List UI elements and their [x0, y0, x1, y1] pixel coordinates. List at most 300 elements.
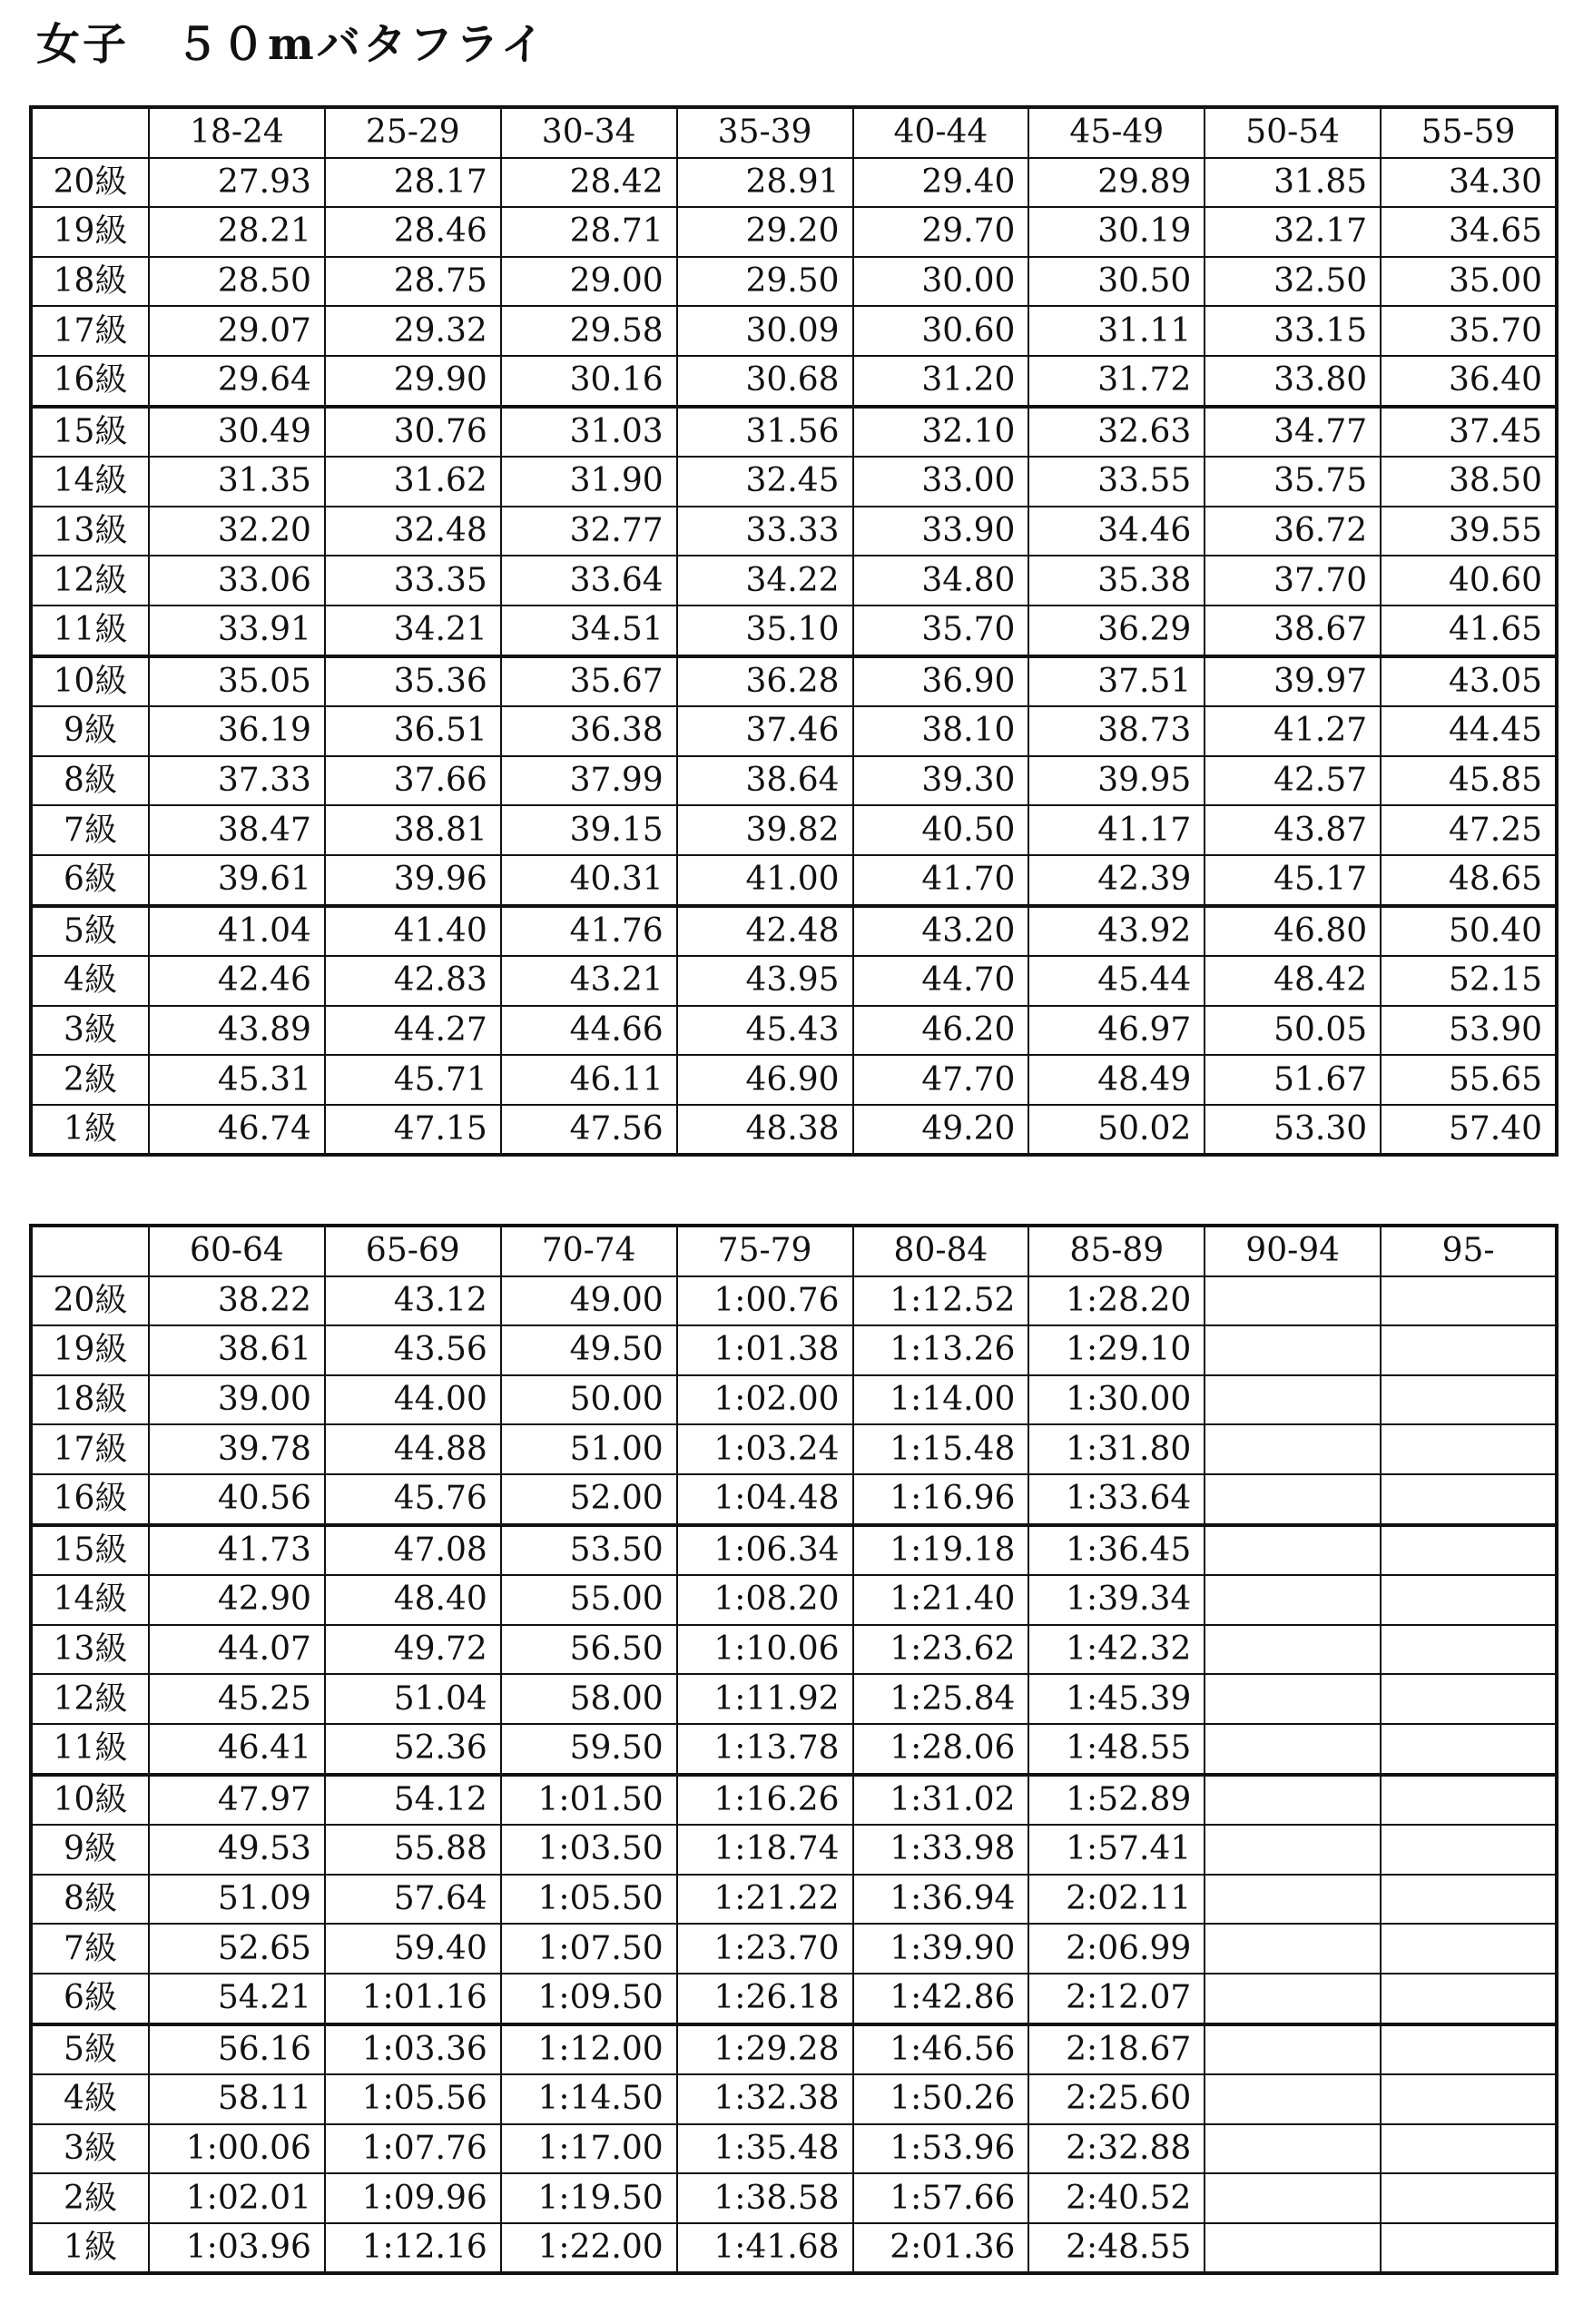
time-cell: 34.21 — [325, 606, 501, 656]
time-cell: 1:00.06 — [149, 2124, 325, 2174]
time-cell: 29.50 — [677, 257, 853, 307]
time-cell: 1:08.20 — [677, 1575, 853, 1625]
time-cell: 31.90 — [501, 457, 677, 507]
time-cell: 59.40 — [325, 1924, 501, 1974]
time-cell: 42.46 — [149, 956, 325, 1006]
time-cell: 31.35 — [149, 457, 325, 507]
age-group-header: 35-39 — [677, 107, 853, 158]
time-cell: 39.97 — [1205, 656, 1381, 707]
time-cell: 28.75 — [325, 257, 501, 307]
time-cell: 29.89 — [1028, 158, 1205, 208]
time-cell: 1:42.86 — [853, 1974, 1029, 2024]
time-cell — [1205, 1575, 1381, 1625]
table-row — [31, 1424, 1557, 1474]
time-cell: 41.27 — [1205, 706, 1381, 756]
time-cell: 59.50 — [501, 1724, 677, 1775]
grade-label: 19級 — [31, 207, 149, 257]
time-cell: 1:04.48 — [677, 1474, 853, 1525]
age-group-header: 65-69 — [325, 1226, 501, 1276]
table-row — [31, 507, 1557, 556]
time-cell: 47.25 — [1381, 805, 1557, 855]
grade-label: 10級 — [31, 1775, 149, 1826]
time-cell: 1:50.26 — [853, 2074, 1029, 2124]
time-cell: 29.20 — [677, 207, 853, 257]
table-row — [31, 1775, 1557, 1826]
time-cell: 38.64 — [677, 756, 853, 806]
time-cell: 1:17.00 — [501, 2124, 677, 2174]
time-cell: 36.90 — [853, 656, 1029, 707]
time-cell: 57.40 — [1381, 1105, 1557, 1156]
time-cell — [1381, 1424, 1557, 1474]
time-cell: 32.77 — [501, 507, 677, 556]
time-cell: 1:12.00 — [501, 2024, 677, 2075]
time-cell: 28.91 — [677, 158, 853, 208]
time-cell: 54.12 — [325, 1775, 501, 1826]
time-cell: 39.95 — [1028, 756, 1205, 806]
time-cell: 39.30 — [853, 756, 1029, 806]
time-cell: 31.20 — [853, 356, 1029, 407]
time-cell: 35.67 — [501, 656, 677, 707]
time-cell: 47.15 — [325, 1105, 501, 1156]
age-group-header: 85-89 — [1028, 1226, 1205, 1276]
time-cell: 51.67 — [1205, 1055, 1381, 1105]
time-cell: 1:02.01 — [149, 2173, 325, 2223]
time-cell: 48.65 — [1381, 855, 1557, 906]
time-cell: 35.38 — [1028, 556, 1205, 606]
time-cell: 43.89 — [149, 1006, 325, 1056]
time-cell: 51.09 — [149, 1875, 325, 1925]
time-cell: 49.00 — [501, 1276, 677, 1326]
time-cell — [1381, 2124, 1557, 2174]
age-group-header: 50-54 — [1205, 107, 1381, 158]
time-cell: 52.15 — [1381, 956, 1557, 1006]
time-cell: 28.17 — [325, 158, 501, 208]
time-cell: 34.77 — [1205, 407, 1381, 458]
table-row — [31, 1625, 1557, 1675]
time-cell: 45.17 — [1205, 855, 1381, 906]
time-cell: 1:41.68 — [677, 2223, 853, 2274]
time-cell — [1205, 2074, 1381, 2124]
table-row — [31, 805, 1557, 855]
grade-label: 18級 — [31, 1375, 149, 1425]
table-row — [31, 1575, 1557, 1625]
time-cell: 29.70 — [853, 207, 1029, 257]
table-row — [31, 1974, 1557, 2024]
time-cell — [1381, 1525, 1557, 1576]
time-cell: 34.30 — [1381, 158, 1557, 208]
age-group-header: 45-49 — [1028, 107, 1205, 158]
time-cell — [1381, 1875, 1557, 1925]
time-cell: 33.35 — [325, 556, 501, 606]
time-cell — [1381, 1276, 1557, 1326]
grade-label: 7級 — [31, 1924, 149, 1974]
time-cell: 1:39.90 — [853, 1924, 1029, 1974]
time-cell — [1381, 2173, 1557, 2223]
time-cell: 36.19 — [149, 706, 325, 756]
time-cell — [1381, 1825, 1557, 1875]
grade-label: 1級 — [31, 2223, 149, 2274]
time-cell: 1:01.38 — [677, 1325, 853, 1375]
grade-label: 10級 — [31, 656, 149, 707]
time-cell: 43.12 — [325, 1276, 501, 1326]
time-cell: 1:38.58 — [677, 2173, 853, 2223]
time-cell: 36.72 — [1205, 507, 1381, 556]
time-cell: 31.85 — [1205, 158, 1381, 208]
time-cell: 39.55 — [1381, 507, 1557, 556]
time-cell: 1:31.80 — [1028, 1424, 1205, 1474]
age-group-header: 18-24 — [149, 107, 325, 158]
time-cell: 29.64 — [149, 356, 325, 407]
time-cell: 30.09 — [677, 306, 853, 356]
time-cell: 43.56 — [325, 1325, 501, 1375]
time-cell: 38.81 — [325, 805, 501, 855]
time-cell: 35.75 — [1205, 457, 1381, 507]
time-cell: 49.72 — [325, 1625, 501, 1675]
time-cell — [1205, 2223, 1381, 2274]
time-cell — [1205, 1424, 1381, 1474]
time-cell: 32.48 — [325, 507, 501, 556]
time-cell: 1:45.39 — [1028, 1674, 1205, 1724]
time-cell: 39.15 — [501, 805, 677, 855]
time-cell: 31.72 — [1028, 356, 1205, 407]
time-cell: 38.10 — [853, 706, 1029, 756]
time-cell: 50.40 — [1381, 906, 1557, 957]
time-cell: 36.51 — [325, 706, 501, 756]
time-cell: 1:06.34 — [677, 1525, 853, 1576]
time-cell: 1:23.70 — [677, 1924, 853, 1974]
grade-label: 12級 — [31, 1674, 149, 1724]
time-cell: 41.70 — [853, 855, 1029, 906]
grade-label: 9級 — [31, 1825, 149, 1875]
table-row — [31, 656, 1557, 707]
grade-label: 19級 — [31, 1325, 149, 1375]
time-cell: 1:39.34 — [1028, 1575, 1205, 1625]
time-cell: 27.93 — [149, 158, 325, 208]
grade-label: 17級 — [31, 306, 149, 356]
time-cell: 53.90 — [1381, 1006, 1557, 1056]
time-cell: 29.40 — [853, 158, 1029, 208]
grade-label: 9級 — [31, 706, 149, 756]
time-cell: 2:02.11 — [1028, 1875, 1205, 1925]
time-cell: 52.65 — [149, 1924, 325, 1974]
time-cell: 1:02.00 — [677, 1375, 853, 1425]
time-cell — [1205, 1724, 1381, 1775]
time-cell — [1381, 1375, 1557, 1425]
time-cell: 47.56 — [501, 1105, 677, 1156]
time-cell: 43.87 — [1205, 805, 1381, 855]
time-cell: 2:40.52 — [1028, 2173, 1205, 2223]
grade-label: 6級 — [31, 1974, 149, 2024]
corner-cell — [31, 107, 149, 158]
time-cell: 55.00 — [501, 1575, 677, 1625]
time-cell: 45.85 — [1381, 756, 1557, 806]
table-row — [31, 1674, 1557, 1724]
grade-label: 14級 — [31, 1575, 149, 1625]
time-cell: 1:22.00 — [501, 2223, 677, 2274]
time-cell: 55.65 — [1381, 1055, 1557, 1105]
time-cell: 39.82 — [677, 805, 853, 855]
grade-label: 5級 — [31, 906, 149, 957]
grade-label: 13級 — [31, 1625, 149, 1675]
table-row — [31, 2173, 1557, 2223]
time-cell: 45.71 — [325, 1055, 501, 1105]
time-cell: 1:53.96 — [853, 2124, 1029, 2174]
time-cell: 32.17 — [1205, 207, 1381, 257]
time-cell: 1:16.26 — [677, 1775, 853, 1826]
time-cell: 28.46 — [325, 207, 501, 257]
time-cell: 30.68 — [677, 356, 853, 407]
grade-table-ages-60-plus — [29, 1224, 1559, 2275]
time-cell: 40.50 — [853, 805, 1029, 855]
time-cell: 1:12.16 — [325, 2223, 501, 2274]
table-row — [31, 207, 1557, 257]
time-cell: 36.40 — [1381, 356, 1557, 407]
time-cell: 40.56 — [149, 1474, 325, 1525]
time-cell: 1:33.98 — [853, 1825, 1029, 1875]
time-cell: 1:30.00 — [1028, 1375, 1205, 1425]
time-cell: 46.97 — [1028, 1006, 1205, 1056]
table-row — [31, 2223, 1557, 2274]
time-cell: 39.61 — [149, 855, 325, 906]
time-cell: 1:16.96 — [853, 1474, 1029, 1525]
time-cell — [1205, 2024, 1381, 2075]
time-cell: 29.58 — [501, 306, 677, 356]
grade-label: 4級 — [31, 2074, 149, 2124]
table-row — [31, 1924, 1557, 1974]
table-row — [31, 1105, 1557, 1156]
age-group-header: 25-29 — [325, 107, 501, 158]
time-cell: 39.00 — [149, 1375, 325, 1425]
time-cell: 50.05 — [1205, 1006, 1381, 1056]
time-cell: 35.05 — [149, 656, 325, 707]
page-title: 女子 ５０mバタフライ — [36, 19, 547, 70]
time-cell: 58.00 — [501, 1674, 677, 1724]
time-cell: 30.49 — [149, 407, 325, 458]
time-cell: 44.45 — [1381, 706, 1557, 756]
time-cell: 45.25 — [149, 1674, 325, 1724]
time-cell: 42.48 — [677, 906, 853, 957]
time-cell: 37.33 — [149, 756, 325, 806]
time-cell: 44.70 — [853, 956, 1029, 1006]
grade-label: 16級 — [31, 1474, 149, 1525]
time-cell: 34.80 — [853, 556, 1029, 606]
time-cell: 1:18.74 — [677, 1825, 853, 1875]
age-group-header: 75-79 — [677, 1226, 853, 1276]
grade-label: 11級 — [31, 1724, 149, 1775]
time-cell: 31.03 — [501, 407, 677, 458]
grade-label: 7級 — [31, 805, 149, 855]
time-cell: 29.32 — [325, 306, 501, 356]
time-cell: 1:25.84 — [853, 1674, 1029, 1724]
time-cell: 49.20 — [853, 1105, 1029, 1156]
time-cell: 1:09.50 — [501, 1974, 677, 2024]
age-group-header: 30-34 — [501, 107, 677, 158]
time-cell: 35.70 — [853, 606, 1029, 656]
time-cell: 1:07.76 — [325, 2124, 501, 2174]
age-group-header: 60-64 — [149, 1226, 325, 1276]
time-cell — [1381, 1625, 1557, 1675]
time-cell: 42.39 — [1028, 855, 1205, 906]
grade-label: 15級 — [31, 1525, 149, 1576]
time-cell: 1:21.40 — [853, 1575, 1029, 1625]
time-cell: 40.31 — [501, 855, 677, 906]
time-cell: 39.78 — [149, 1424, 325, 1474]
time-cell: 33.64 — [501, 556, 677, 606]
grade-label: 18級 — [31, 257, 149, 307]
time-cell: 2:01.36 — [853, 2223, 1029, 2274]
time-cell: 1:19.50 — [501, 2173, 677, 2223]
time-cell: 30.60 — [853, 306, 1029, 356]
time-cell: 1:36.45 — [1028, 1525, 1205, 1576]
table-row — [31, 306, 1557, 356]
table-row — [31, 556, 1557, 606]
table-row — [31, 257, 1557, 307]
table-row — [31, 1525, 1557, 1576]
age-group-header: 90-94 — [1205, 1226, 1381, 1276]
time-cell: 35.70 — [1381, 306, 1557, 356]
table-row — [31, 706, 1557, 756]
time-cell: 1:32.38 — [677, 2074, 853, 2124]
time-cell: 33.00 — [853, 457, 1029, 507]
time-cell — [1205, 1825, 1381, 1875]
grade-label: 15級 — [31, 407, 149, 458]
time-cell: 43.20 — [853, 906, 1029, 957]
time-cell: 1:03.24 — [677, 1424, 853, 1474]
time-cell: 55.88 — [325, 1825, 501, 1875]
time-cell: 32.63 — [1028, 407, 1205, 458]
time-cell: 37.51 — [1028, 656, 1205, 707]
time-cell: 38.22 — [149, 1276, 325, 1326]
time-cell — [1205, 2173, 1381, 2223]
time-cell: 1:03.50 — [501, 1825, 677, 1875]
time-cell: 35.36 — [325, 656, 501, 707]
table-row — [31, 1825, 1557, 1875]
time-cell: 34.65 — [1381, 207, 1557, 257]
time-cell: 42.90 — [149, 1575, 325, 1625]
time-cell: 49.53 — [149, 1825, 325, 1875]
time-cell: 41.76 — [501, 906, 677, 957]
grade-label: 12級 — [31, 556, 149, 606]
time-cell: 46.11 — [501, 1055, 677, 1105]
time-cell: 43.05 — [1381, 656, 1557, 707]
table-row — [31, 1875, 1557, 1925]
grade-label: 8級 — [31, 756, 149, 806]
time-cell: 1:46.56 — [853, 2024, 1029, 2075]
grade-label: 4級 — [31, 956, 149, 1006]
time-cell: 39.96 — [325, 855, 501, 906]
age-group-header: 95- — [1381, 1226, 1557, 1276]
time-cell: 58.11 — [149, 2074, 325, 2124]
time-cell: 1:42.32 — [1028, 1625, 1205, 1675]
time-cell: 30.00 — [853, 257, 1029, 307]
time-cell: 47.97 — [149, 1775, 325, 1826]
time-cell: 51.00 — [501, 1424, 677, 1474]
time-cell — [1205, 2124, 1381, 2174]
time-cell — [1381, 1974, 1557, 2024]
time-cell: 52.36 — [325, 1724, 501, 1775]
time-cell: 35.10 — [677, 606, 853, 656]
time-cell: 29.00 — [501, 257, 677, 307]
time-cell: 32.10 — [853, 407, 1029, 458]
time-cell: 44.07 — [149, 1625, 325, 1675]
time-cell: 48.40 — [325, 1575, 501, 1625]
time-cell: 1:28.20 — [1028, 1276, 1205, 1326]
table-row — [31, 956, 1557, 1006]
age-group-header: 55-59 — [1381, 107, 1557, 158]
time-cell: 44.27 — [325, 1006, 501, 1056]
time-cell — [1381, 1724, 1557, 1775]
grade-label: 13級 — [31, 507, 149, 556]
time-cell — [1381, 1325, 1557, 1375]
time-cell: 2:25.60 — [1028, 2074, 1205, 2124]
time-cell: 48.38 — [677, 1105, 853, 1156]
grade-label: 20級 — [31, 1276, 149, 1326]
time-cell: 1:05.56 — [325, 2074, 501, 2124]
time-cell: 29.07 — [149, 306, 325, 356]
time-cell: 38.47 — [149, 805, 325, 855]
grade-label: 5級 — [31, 2024, 149, 2075]
time-cell: 42.57 — [1205, 756, 1381, 806]
time-cell: 46.90 — [677, 1055, 853, 1105]
table-row — [31, 906, 1557, 957]
time-cell: 49.50 — [501, 1325, 677, 1375]
time-cell: 46.20 — [853, 1006, 1029, 1056]
time-cell: 1:03.36 — [325, 2024, 501, 2075]
time-cell: 37.46 — [677, 706, 853, 756]
time-cell: 1:35.48 — [677, 2124, 853, 2174]
time-cell — [1205, 1325, 1381, 1375]
time-cell: 37.66 — [325, 756, 501, 806]
time-cell: 31.11 — [1028, 306, 1205, 356]
time-cell: 1:03.96 — [149, 2223, 325, 2274]
grade-label: 8級 — [31, 1875, 149, 1925]
time-cell — [1205, 1775, 1381, 1826]
grade-label: 3級 — [31, 1006, 149, 1056]
time-cell: 1:28.06 — [853, 1724, 1029, 1775]
time-cell — [1381, 1474, 1557, 1525]
time-cell: 1:13.26 — [853, 1325, 1029, 1375]
time-cell: 36.29 — [1028, 606, 1205, 656]
grade-label: 2級 — [31, 2173, 149, 2223]
header-row — [31, 107, 1557, 158]
time-cell: 51.04 — [325, 1674, 501, 1724]
table-row — [31, 756, 1557, 806]
time-cell: 32.45 — [677, 457, 853, 507]
time-cell: 46.74 — [149, 1105, 325, 1156]
table-row — [31, 1375, 1557, 1425]
time-cell: 38.67 — [1205, 606, 1381, 656]
time-cell: 47.70 — [853, 1055, 1029, 1105]
time-cell: 1:09.96 — [325, 2173, 501, 2223]
time-cell — [1205, 1924, 1381, 1974]
table-row — [31, 1474, 1557, 1525]
time-cell: 41.17 — [1028, 805, 1205, 855]
time-cell: 1:07.50 — [501, 1924, 677, 1974]
time-cell: 57.64 — [325, 1875, 501, 1925]
time-cell: 46.41 — [149, 1724, 325, 1775]
time-cell: 34.22 — [677, 556, 853, 606]
table-row — [31, 457, 1557, 507]
grade-label: 11級 — [31, 606, 149, 656]
time-cell: 33.80 — [1205, 356, 1381, 407]
time-cell: 37.70 — [1205, 556, 1381, 606]
time-cell: 35.00 — [1381, 257, 1557, 307]
time-cell: 1:01.50 — [501, 1775, 677, 1826]
time-cell: 1:48.55 — [1028, 1724, 1205, 1775]
time-cell: 1:01.16 — [325, 1974, 501, 2024]
time-cell: 1:12.52 — [853, 1276, 1029, 1326]
time-cell: 36.38 — [501, 706, 677, 756]
